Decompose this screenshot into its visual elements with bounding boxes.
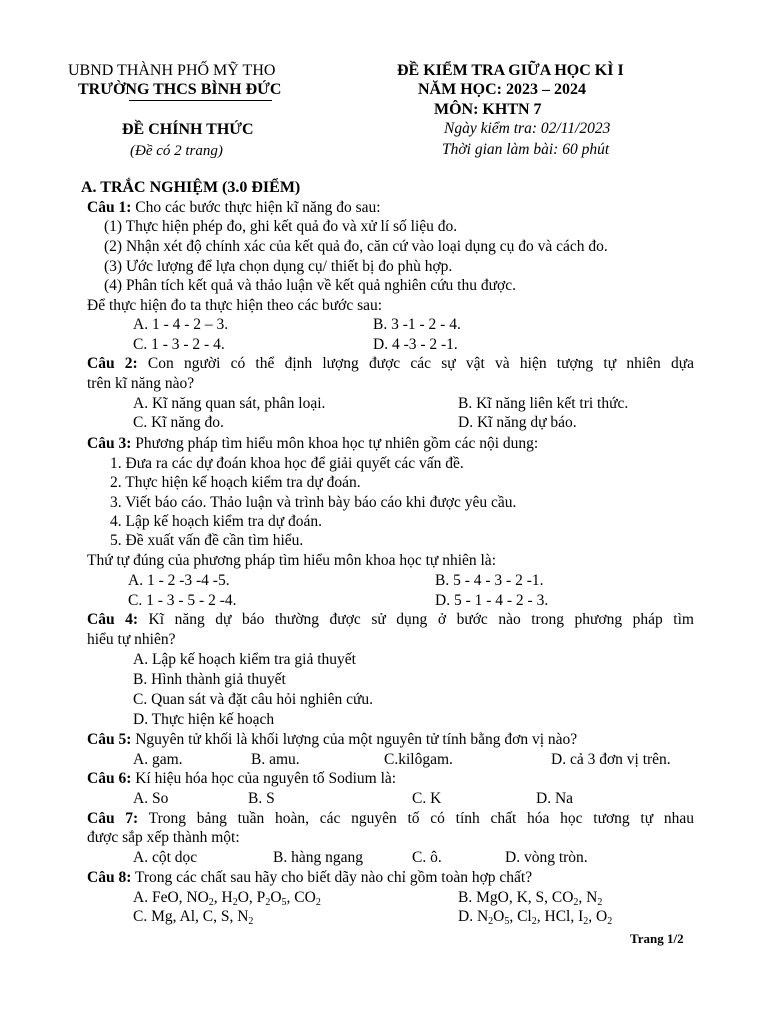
header-underline: [129, 100, 272, 101]
option-b: B. S: [248, 790, 275, 807]
option-b: B. amu.: [251, 751, 300, 768]
option-d: D. Thực hiện kế hoạch: [133, 711, 275, 728]
option-c: C.kilôgam.: [384, 751, 453, 768]
option-a: A. gam.: [133, 751, 183, 768]
question-label: Câu 8:: [87, 869, 132, 886]
question-label: Câu 5:: [87, 731, 132, 748]
exam-duration: Thời gian làm bài: 60 phút: [442, 141, 610, 158]
step-item: 1. Đưa ra các dự đoán khoa học để giải quyết các vấn đề.: [110, 455, 464, 472]
question-text: Trong các chất sau hãy cho biết dãy nào chỉ gồm toàn hợp chất?: [131, 869, 533, 886]
question-6: [87, 770, 694, 788]
question-label: Câu 3:: [87, 435, 132, 452]
page-number: Trang 1/2: [630, 931, 684, 946]
option-a: A. 1 - 4 - 2 – 3.: [133, 316, 229, 333]
option-c: C. 1 - 3 - 2 - 4.: [133, 336, 225, 353]
subject: MÔN: KHTN 7: [434, 101, 542, 118]
question-8: [87, 869, 694, 887]
option-a: A. Lập kế hoạch kiểm tra giả thuyết: [133, 651, 356, 668]
option-d: D. 5 - 1 - 4 - 2 - 3.: [435, 592, 549, 609]
question-text-cont: trên kĩ năng nào?: [87, 375, 195, 392]
option-b: B. 5 - 4 - 3 - 2 -1.: [435, 572, 544, 589]
question-7: [87, 810, 694, 828]
option-c: C. Mg, Al, C, S, $N_2$: [133, 908, 254, 927]
school-name: TRƯỜNG THCS BÌNH ĐỨC: [78, 81, 282, 98]
option-d: D. cả 3 đơn vị trên.: [551, 751, 671, 768]
exam-date: Ngày kiểm tra: 02/11/2023: [444, 120, 611, 137]
school-year: NĂM HỌC: 2023 – 2024: [418, 81, 586, 98]
option-a: A. So: [133, 790, 169, 807]
question-text-cont: hiểu tự nhiên?: [87, 631, 176, 648]
step-item: (4) Phân tích kết quả và thảo luận về kết quả nghiên cứu thu được.: [104, 277, 516, 294]
question-label: Câu 4:: [87, 611, 139, 628]
option-d: D. 4 -3 - 2 -1.: [373, 336, 458, 353]
option-b: B. hàng ngang: [273, 849, 363, 866]
pages-note: (Đề có 2 trang): [130, 143, 223, 159]
question-3: [87, 435, 694, 453]
district-name: UBND THÀNH PHỐ MỸ THO: [68, 62, 276, 79]
question-label: Câu 1:: [87, 199, 132, 216]
option-b: B. 3 -1 - 2 - 4.: [373, 316, 461, 333]
question-text: Nguyên tử khối là khối lượng của một nguyên tử tính bằng đơn vị nào?: [131, 731, 578, 748]
question-follow: Để thực hiện đo ta thực hiện theo các bước sau:: [87, 297, 383, 314]
option-c: C. Kĩ năng đo.: [133, 414, 224, 431]
option-b: B. Kĩ năng liên kết tri thức.: [458, 395, 629, 412]
option-c: C. Quan sát và đặt câu hỏi nghiên cứu.: [133, 691, 373, 708]
question-text: Con người có thể định lượng được các sự vật và hiện tượng tự nhiên dựa: [137, 355, 694, 372]
question-4: [87, 611, 694, 629]
question-text: Cho các bước thực hiện kĩ năng đo sau:: [131, 199, 381, 216]
option-a: A. cột dọc: [133, 849, 198, 866]
question-5: [87, 731, 694, 749]
section-heading: A. TRẮC NGHIỆM (3.0 ĐIỂM): [81, 179, 301, 196]
question-text-cont: được sắp xếp thành một:: [87, 829, 240, 846]
option-a: A. Kĩ năng quan sát, phân loại.: [133, 395, 326, 412]
option-d: D. Na: [536, 790, 574, 807]
option-b: B. MgO, K, S, $CO_2$, $N_2$: [458, 889, 603, 908]
step-item: (1) Thực hiện phép đo, ghi kết quả đo và xử lí số liệu đo.: [104, 218, 458, 235]
question-text: Kí hiệu hóa học của nguyên tố Sodium là:: [131, 770, 397, 787]
step-item: 2. Thực hiện kế hoạch kiểm tra dự đoán.: [110, 474, 361, 491]
exam-title: ĐỀ KIỂM TRA GIỮA HỌC KÌ I: [397, 62, 624, 79]
question-label: Câu 7:: [87, 810, 139, 827]
option-c: C. ô.: [412, 849, 442, 866]
step-item: 4. Lập kế hoạch kiểm tra dự đoán.: [110, 513, 322, 530]
question-text: Kĩ năng dự báo thường được sử dụng ở bước nào trong phương pháp tìm: [138, 611, 694, 628]
option-a: A. FeO, $NO_2$, $H_2O$, $P_2O_5$, $CO_2$: [133, 889, 321, 908]
question-follow: Thứ tự đúng của phương pháp tìm hiểu môn khoa học tự nhiên là:: [87, 552, 496, 569]
question-text: Phương pháp tìm hiểu môn khoa học tự nhiên gồm các nội dung:: [131, 435, 539, 452]
question-label: Câu 6:: [87, 770, 132, 787]
official-label: ĐỀ CHÍNH THỨC: [122, 121, 254, 138]
option-c: C. 1 - 3 - 5 - 2 -4.: [128, 592, 237, 609]
option-d: D. Kĩ năng dự báo.: [458, 414, 577, 431]
option-d: D. $N_2O_5$, $Cl_2$, HCl, $I_2$, $O_2$: [458, 908, 613, 927]
question-2: [87, 355, 694, 373]
option-d: D. vòng tròn.: [505, 849, 588, 866]
step-item: 5. Đề xuất vấn đề cần tìm hiểu.: [110, 532, 304, 549]
question-label: Câu 2:: [87, 355, 138, 372]
step-item: (3) Ước lượng để lựa chọn dụng cụ/ thiết bị đo phù hợp.: [104, 258, 453, 275]
question-1: [87, 199, 694, 217]
step-item: (2) Nhận xét độ chính xác của kết quả đo, căn cứ vào loại dụng cụ đo và cách đo.: [104, 238, 608, 255]
option-c: C. K: [412, 790, 442, 807]
step-item: 3. Viết báo cáo. Thảo luận và trình bày báo cáo khi được yêu cầu.: [110, 494, 517, 511]
option-b: B. Hình thành giả thuyết: [133, 671, 286, 688]
question-text: Trong bảng tuần hoàn, các nguyên tố có tính chất hóa học tương tự nhau: [138, 810, 694, 827]
option-a: A. 1 - 2 -3 -4 -5.: [128, 572, 230, 589]
